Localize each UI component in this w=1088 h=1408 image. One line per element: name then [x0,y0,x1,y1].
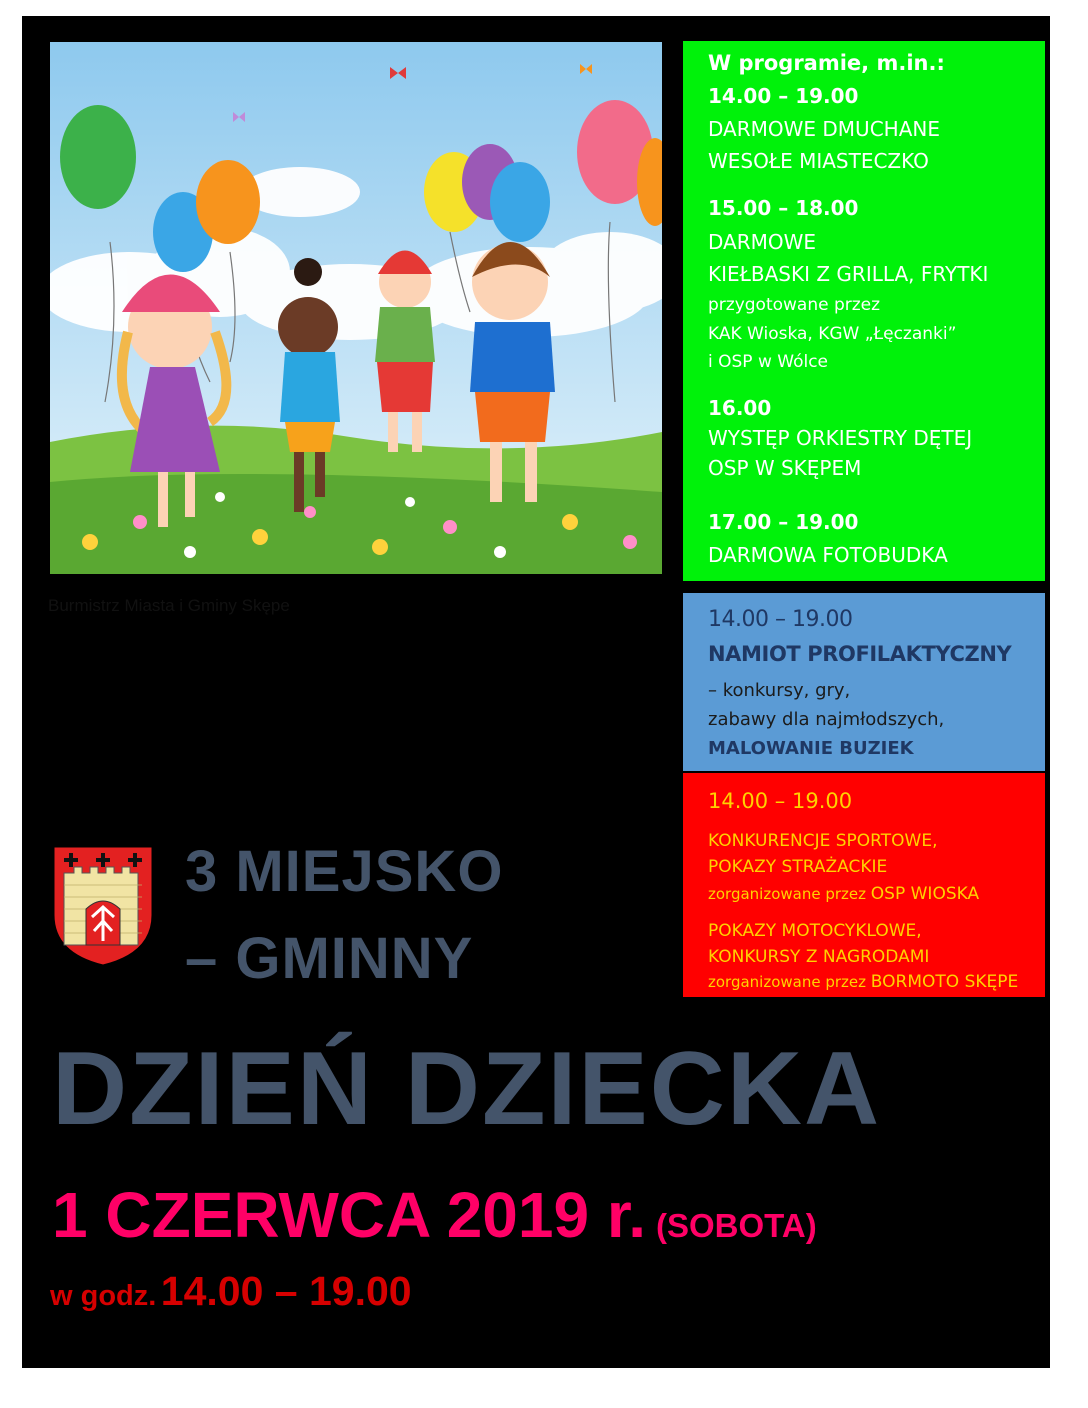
block2-line1: DARMOWE [708,230,817,254]
sports-panel [683,773,1045,997]
tent-line3: MALOWANIE BUZIEK [708,738,914,759]
children-balloons-illustration [50,42,662,574]
tent-line2: zabawy dla najmłodszych, [708,709,945,730]
moto-organizer-name: BORMOTO SKĘPE [870,972,1019,992]
sports-time: 14.00 – 19.00 [708,789,853,813]
tent-heading: NAMIOT PROFILAKTYCZNY [708,642,1012,666]
caption-organizer: Burmistrz Miasta i Gminy Skępe [48,596,290,615]
program-panel [683,41,1045,581]
event-date-main: 1 CZERWCA 2019 r. [52,1179,646,1251]
block3-line1: WYSTĘP ORKIESTRY DĘTEJ [708,426,973,450]
block4-time: 17.00 – 19.00 [708,510,859,534]
moto-line2: KONKURSY Z NAGRODAMI [708,947,930,967]
sports-organizer-name: OSP WIOSKA [870,884,980,904]
block1-time: 14.00 – 19.00 [708,84,859,108]
block4-line1: DARMOWA FOTOBUDKA [708,543,948,567]
block1-line1: DARMOWE DMUCHANE [708,117,940,141]
title-line2: – GMINNY [185,926,474,991]
sports-organizer-prefix: zorganizowane przez [708,885,871,903]
coat-of-arms-icon [52,845,154,967]
moto-organizer-prefix: zorganizowane przez [708,973,871,991]
title-line1: 3 MIEJSKO [185,839,504,904]
moto-organizer-line [708,972,1018,992]
tent-time: 14.00 – 19.00 [708,607,853,632]
title-main: DZIEŃ DZIECKA [52,1031,882,1147]
sports-line1: KONKURENCJE SPORTOWE, [708,831,938,851]
block2-line5: i OSP w Wólce [708,352,829,372]
block2-time: 15.00 – 18.00 [708,196,859,220]
event-weekday: (SOBOTA) [656,1207,817,1244]
block2-line4: KAK Wioska, KGW „Łęczanki” [708,324,957,344]
block2-line2: KIEŁBASKI Z GRILLA, FRYTKI [708,262,989,286]
prevention-tent-panel [683,593,1045,771]
tent-line1: – konkursy, gry, [708,680,851,701]
sports-organizer-line [708,884,979,904]
sports-line2: POKAZY STRAŻACKIE [708,857,888,877]
event-hours-label: w godz. [50,1280,157,1312]
block1-line2: WESOŁE MIASTECZKO [708,149,929,173]
event-hours [50,1268,412,1315]
event-hours-value: 14.00 – 19.00 [160,1268,412,1314]
block3-time: 16.00 [708,396,772,420]
program-heading: W programie, m.in.: [708,51,945,75]
block2-line3: przygotowane przez [708,295,881,315]
event-date [52,1178,817,1252]
moto-line1: POKAZY MOTOCYKLOWE, [708,921,922,941]
block3-line2: OSP W SKĘPEM [708,456,862,480]
